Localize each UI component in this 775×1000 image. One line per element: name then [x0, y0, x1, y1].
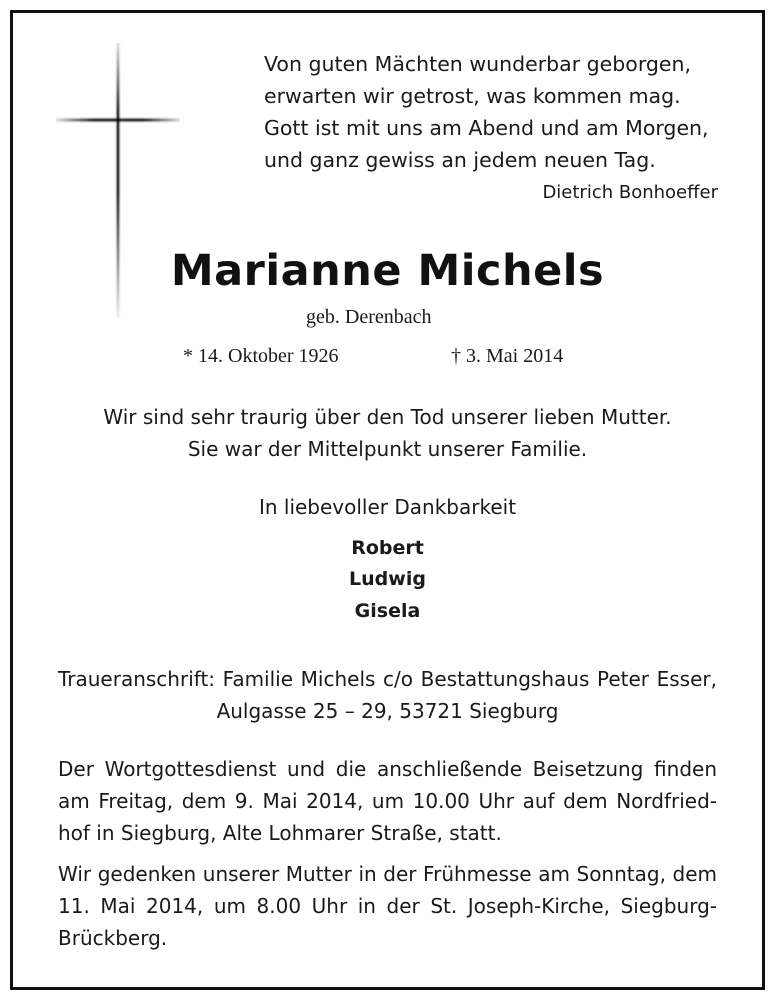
poem-line: Von guten Mächten wunderbar geborgen, [264, 52, 692, 76]
message-line: Sie war der Mittelpunkt unserer Familie. [187, 437, 588, 461]
funeral-line: hof in Siegburg, Alte Lohmarer Straße, statt. [58, 821, 502, 845]
poem-line: und ganz gewiss an jedem neuen Tag. [264, 148, 656, 172]
poem-author: Dietrich Bonhoeffer [542, 182, 718, 203]
poem-line: erwarten wir getrost, was kommen mag. [264, 84, 681, 108]
funeral-line: am Freitag, dem 9. Mai 2014, um 10.00 Uhr auf dem Nordfried- [58, 789, 717, 813]
mourner-name: Robert [351, 537, 424, 559]
mass-line: Brückberg. [58, 926, 168, 950]
deceased-name: Marianne Michels [170, 246, 605, 296]
address-line: Aulgasse 25 – 29, 53721 Siegburg [216, 699, 559, 723]
funeral-line: Der Wortgottesdienst und die anschließende Beisetzung finden [58, 757, 717, 781]
poem-line: Gott ist mit uns am Abend und am Morgen, [264, 116, 709, 140]
address-line: Traueranschrift: Familie Michels c/o Bestattungshaus Peter Esser, [58, 667, 717, 691]
mourner-name: Ludwig [349, 568, 426, 590]
gratitude-line: In liebevoller Dankbarkeit [258, 495, 517, 519]
cross-horizontal-beam [56, 117, 180, 123]
mass-line: 11. Mai 2014, um 8.00 Uhr in der St. Joseph-Kirche, Siegburg- [58, 894, 717, 918]
death-date: † 3. Mai 2014 [451, 345, 564, 367]
birth-name: geb. Derenbach [306, 306, 432, 328]
message-line: Wir sind sehr traurig über den Tod unserer lieben Mutter. [103, 405, 672, 429]
mourner-name: Gisela [354, 600, 421, 622]
birth-date: * 14. Oktober 1926 [183, 345, 339, 367]
mass-line: Wir gedenken unserer Mutter in der Frühmesse am Sonntag, dem [58, 862, 717, 886]
